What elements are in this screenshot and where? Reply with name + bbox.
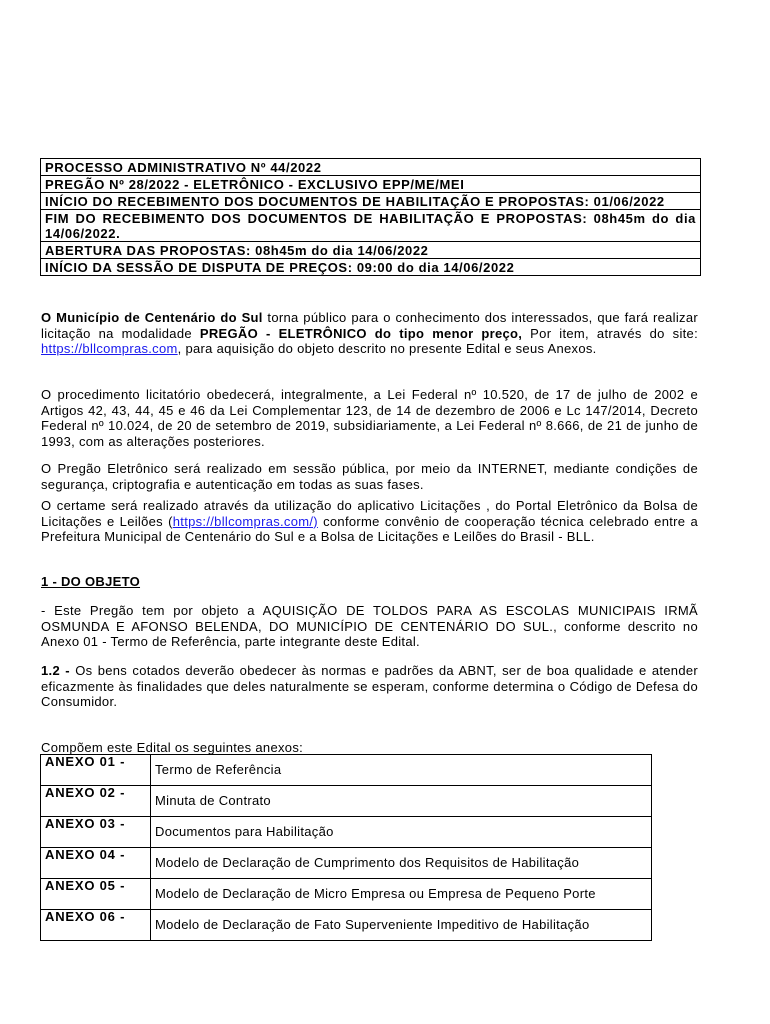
annex-number: ANEXO 01 -: [41, 755, 151, 786]
annex-description: Minuta de Contrato: [151, 786, 652, 817]
annex-intro: Compõem este Edital os seguintes anexos:: [41, 740, 304, 755]
bll-portal-link[interactable]: https://bllcompras.com/): [172, 513, 318, 529]
annex-description: Modelo de Declaração de Micro Empresa ou Empresa de Pequeno Porte: [151, 879, 652, 910]
inicio-disputa-line: INÍCIO DA SESSÃO DE DISPUTA DE PREÇOS: 09:00 do dia 14/06/2022: [45, 260, 515, 275]
annex-number: ANEXO 05 -: [41, 879, 151, 910]
sessao-publica-paragraph: O Pregão Eletrônico será realizado em sessão pública, por meio da INTERNET, mediante condições de segurança, criptografia e autenticação em todas as suas fases.: [41, 461, 698, 492]
modalidade-text: PREGÃO ‑ ELETRÔNICO do tipo menor preço,: [199, 325, 523, 341]
annex-row: [41, 879, 652, 910]
procedimento-paragraph: O procedimento licitatório obedecerá, integralmente, a Lei Federal nº 10.520, de 17 de julho de 2002 e Artigos 42, 43, 44, 45 e 46 da Lei Complementar 123, de 14 de dezembro de 2006 e Lc 147/2014, Decreto Federal nº 10.024, de 20 de setembro de 2019, subsidiariamente, a Lei Federal nº 8.666, de 21 de junho de 1993, com as alterações posteriores.: [41, 387, 698, 449]
annex-row: [41, 786, 652, 817]
annex-row: [41, 848, 652, 879]
fim-recebimento-line: FIM DO RECEBIMENTO DOS DOCUMENTOS DE HABILITAÇÃO E PROPOSTAS: 08h45m do dia 14/06/2022.: [41, 210, 700, 242]
annex-row: [41, 910, 652, 941]
objeto-paragraph: - Este Pregão tem por objeto a AQUISIÇÃO DE TOLDOS PARA AS ESCOLAS MUNICIPAIS IRMÃ OSMUNDA E AFONSO BELENDA, DO MUNICÍPIO DE CENTENÁRIO DO SUL., conforme descrito no Anexo 01 - Termo de Referência, parte integrante deste Edital.: [41, 603, 698, 649]
certame-text-1: O certame será realizado através da utilização do aplicativo Licitações , do Portal Eletrônico da Bolsa de Licitações e Leilões (: [41, 498, 698, 529]
processo-line: PROCESSO ADMINISTRATIVO Nº 44/2022: [41, 159, 700, 176]
annex-description: Documentos para Habilitação: [151, 817, 652, 848]
item-1-2-text: Os bens cotados deverão obedecer às normas e padrões da ABNT, ser de boa qualidade e atender eficazmente às finalidades que deles naturalmente se esperam, conforme determina o Código de Defesa do Consumidor.: [41, 663, 699, 709]
annex-table: [40, 754, 652, 941]
abertura-line: ABERTURA DAS PROPOSTAS: 08h45m do dia 14/06/2022: [41, 242, 700, 259]
bll-site-link[interactable]: https://bllcompras.com: [41, 341, 178, 356]
annex-number: ANEXO 02 -: [41, 786, 151, 817]
item-1-2-number: 1.2 -: [41, 663, 70, 678]
intro-paragraph: [41, 310, 698, 357]
annex-number: ANEXO 03 -: [41, 817, 151, 848]
section-title-objeto: 1 - DO OBJETO: [41, 574, 141, 589]
certame-paragraph: [41, 498, 698, 545]
annex-row: [41, 755, 652, 786]
annex-number: ANEXO 06 -: [41, 910, 151, 941]
annex-number: ANEXO 04 -: [41, 848, 151, 879]
intro-text-1: torna público para o conhecimento dos interessados, que fará realizar licitação na modalidade: [41, 310, 698, 341]
annex-row: [41, 817, 652, 848]
process-header-box: [40, 158, 701, 276]
certame-text-2: conforme convênio de cooperação técnica celebrado entre a Prefeitura Municipal de Centenário do Sul e a Bolsa de Licitações e Leilões do Brasil - BLL.: [41, 513, 698, 544]
annex-description: Modelo de Declaração de Fato Superveniente Impeditivo de Habilitação: [151, 910, 652, 941]
intro-text-2: Por item, através do site:: [522, 325, 698, 341]
intro-text-3: , para aquisição do objeto descrito no presente Edital e seus Anexos.: [177, 341, 597, 356]
inicio-recebimento-line: INÍCIO DO RECEBIMENTO DOS DOCUMENTOS DE HABILITAÇÃO E PROPOSTAS: 01/06/2022: [41, 193, 700, 210]
item-1-2-paragraph: [41, 663, 698, 710]
municipio-name: O Município de Centenário do Sul: [41, 310, 263, 325]
pregao-line: PREGÃO Nº 28/2022 ‑ ELETRÔNICO ‑ EXCLUSIVO EPP/ME/MEI: [41, 176, 700, 193]
annex-description: Modelo de Declaração de Cumprimento dos Requisitos de Habilitação: [151, 848, 652, 879]
annex-description: Termo de Referência: [151, 755, 652, 786]
